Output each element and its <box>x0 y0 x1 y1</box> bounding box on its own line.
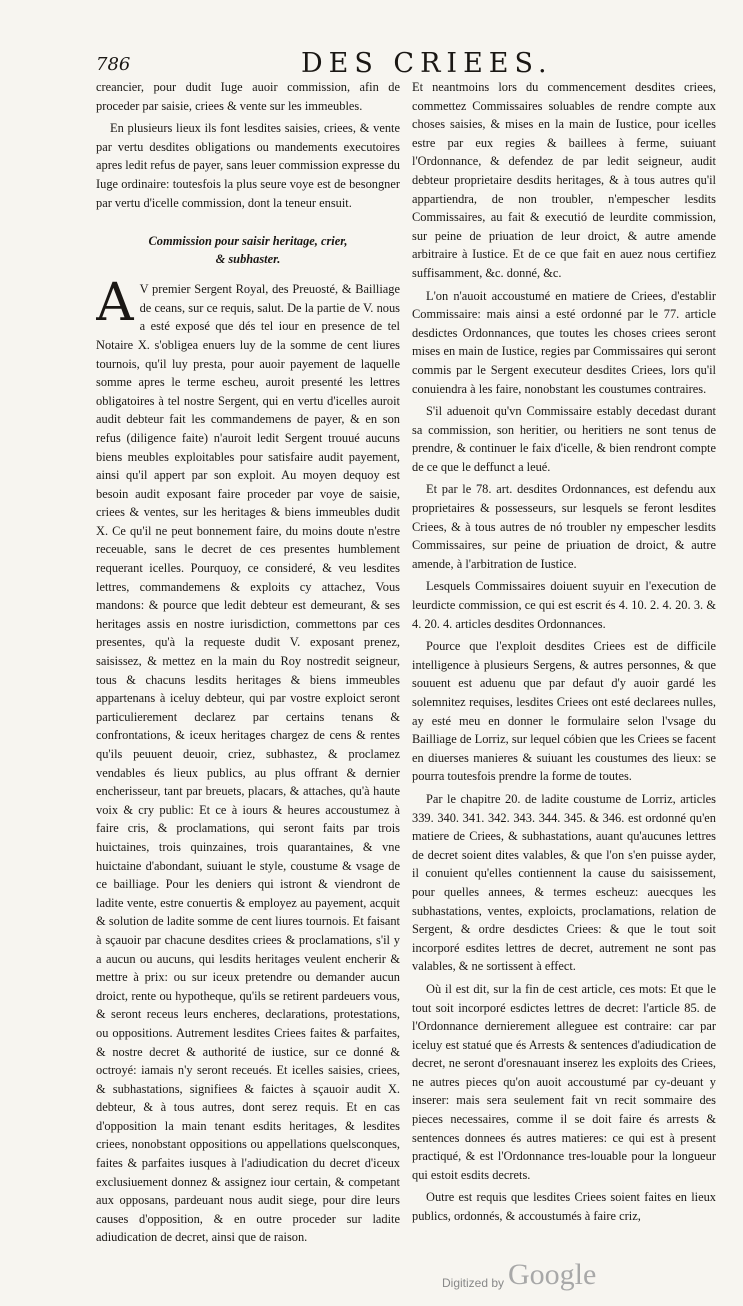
paragraph: creancier, pour dudit Iuge auoir commission, afin de proceder par saisie, criees & vente sur les immeubles. <box>96 80 400 113</box>
paragraph: Par le chapitre 20. de ladite coustume de Lorriz, articles 339. 340. 341. 342. 343. 344. 345. & 346. est ordonné qu'en matiere de Criees, & subhastations, auant qu'aucunes lettres de decret soient dites valables, & que l'on s'en puisse ayder, il conuient qu'elles contiennent la cause du saisissement, pour quelles annees, & termes escheuz: auecques les subhastations, ventes, exploicts, proclamations, relation de Sergent, & ordre desdictes Criees: & que le tout soit incorporé esdites lettres de decret, autrement ne sont pas valables, & ne sortissent à effect. <box>412 791 716 974</box>
paragraph-text: V premier Sergent Royal, des Preuosté, & Bailliage de ceans, sur ce requis, salut. De la partie de V. nous a esté exposé que dés tel iour en presence de tel Notaire X. s'obligea enuers luy de la somme de cent liures tournois, qu'il luy presta, pour auoir payement de laquelle somme apres le terme escheu, auroit presenté les lettres obligatoires à tel nostre Sergent, qui en vertu d'icelles auroit audit debteur fait les commandemens de payer, & en son refus (diligence faite) n'auroit ledit Sergent trouué aucuns biens meubles exploitables pour satisfaire audit payement, ainsi qu'il appert par son exploit. Au moyen dequoy est besoin audit exposant faire proceder par voye de saisie, criees & ventes, sur les heritages & biens immeubles dudit X. Ce qu'il ne peut bonnement faire, du moins doute n'estre receuable, sans le decret de ces presentes humblement requerant icelles. Pourquoy, ce consideré, & veu lesdites lettres, commandemens & exploits cy attachez, Vous mandons: & pource que ledit debteur est demeurant, & ses heritages assis en nostre iurisdiction, commettons par ces presentes, qu'à la requeste dudit V. exposant prenez, saisissez, & mettez en la main du Roy nostredit seigneur, tous & chacuns lesdits heritages & biens immeubles appartenans à iceluy debteur, qui par vostre exploict seront particulierement declarez par certains tenans & confrontations, & iceux heritages chargez de cens & rentes qu'ils peuuent deuoir, criez, subhastez, & proclamez vendables és lieux publics, au plus offrant & dernier encherisseur, tant par breuets, placars, & attaches, qu'à haute voix & cry public: Et ce à iours & heures accoustumez à faire cris, & proclamations, qui seront faits par trois huictaines, trois quinzaines, trois quarantaines, & vne huictaine d'abondant, suiuant le style, coustume & vsage de ce bailliage. Pour les deniers qui istront & viendront de ladite vente, estre conuertis & employez au payement, acquit & solution de ladite somme de cent liures tournois. Et faisant à sçauoir par chacune desdites criees & proclamations, s'il y a aucun ou aucuns, qui lesdits heritages veulent encherir & mettre à prix: ou sur iceux pretendre ou demander aucun droict, rente ou hypotheque, qu'ils se retirent pardeuers vous, & seront receus leurs encheres, declarations, protestations, ou oppositions. Autrement lesdites Criees faites & parfaites, & nostre decret & authorité de iustice, sur ce donné & octroyé: iamais n'y seront receués. Et icelles saisies, criees, & subhastations, signifiees & faictes à sçauoir audit X. debteur, & à tous autres, dont serez requis. Et en cas d'opposition la main tenant esdits heritages, & lesdites criees, nonobstant oppositions ou appellations quelsconques, faites & parfaites iusques à l'adiudication du decret d'iceux exclusiuement donnez & assignez iour certain, & competant aux opposans, pardeuant nous audit siege, pour dire leurs causes d'opposition, & en outre proceder sur ladite adiudication de decret, ainsi que de raison. <box>96 282 400 1245</box>
paragraph: L'on n'auoit accoustumé en matiere de Criees, d'establir Commissaire: mais ainsi a esté ordonné par le 77. article desdictes Ordonnances, que toutes les choses criees seront mises en main de Iustice, regies par Commissaires qui seront commis par le Sergent executeur desdites Criees, lors qu'il conuiendra à les faire, nonobstant les coustumes contraires. <box>412 288 716 396</box>
paragraph: Où il est dit, sur la fin de cest article, ces mots: Et que le tout soit incorporé esdictes lettres de decret: l'article 85. de l'Ordonnance dernierement alleguee est contraire: car par iceluy est statué que és Arrests & sentences d'adiudication de decret, ne seront d'oresnauant inserez les exploits des Criees, ne autres pieces qu'on auoit accoustumé par cy-deuant y inserer: mais sera seulement fait vn recit sommaire des pieces necessaires, comme il se doit faire és arrests & sentences donnees és autres matieres: ce qui est à present practiqué, & est l'Ordonnance tres-louable pour la longueur qui estoit esdits decrets. <box>412 981 716 1182</box>
page-number: 786 <box>96 54 131 75</box>
paragraph: En plusieurs lieux ils font lesdites saisies, criees, & vente par vertu desdites obligations ou mandements executoires apres ledit refus de payer, sans leuer commission expresse du Iuge ordinaire: toutesfois la plus seure voye est de besongner par vertu d'icelle commission, dont la teneur ensuit. <box>96 121 400 210</box>
paragraph: Lesquels Commissaires doiuent suyuir en l'execution de leurdicte commission, ce qui est escrit és 4. 10. 2. 4. 20. 3. & 4. 20. 4. articles desdites Ordonnances. <box>412 579 716 631</box>
right-column <box>412 78 716 1268</box>
paragraph: S'il aduenoit qu'vn Commissaire estably decedast durant sa commission, son heritier, ou heritiers ne sont tenus de prendre, & continuer le faix d'icelle, & bien rendront compte de ce que le deffunct a leué. <box>412 404 716 474</box>
paragraph: Outre est requis que lesdites Criees soient faites en lieux publics, ordonnés, & accoustumés à faire criz, <box>412 1190 716 1224</box>
section-heading-line: Commission pour saisir heritage, crier, <box>148 234 348 249</box>
digitization-watermark <box>442 1258 702 1298</box>
left-column <box>96 78 400 1268</box>
paragraph: Et par le 78. art. desdites Ordonnances, est defendu aux proprietaires & possesseurs, sur lesquels se feront lesdites Criees, & à tous autres de nó troubler ny empescher lesdits Commissaires, sur peine de priuation de droict, & autre amende, à l'arbitration de Iustice. <box>412 482 716 571</box>
running-head: DES CRIEES. <box>301 48 553 79</box>
section-heading-line: & subhaster. <box>215 252 281 267</box>
section-heading <box>96 232 400 268</box>
paragraph: Pource que l'exploit desdites Criees est de difficile intelligence à plusieurs Sergens, & autres personnes, & que souuent est aduenu que par defaut d'y auoir gardé les solemnitez requises, lesdites Criees ont esté declarees nulles, ay esté meu en donner le formulaire selon l'vsage du Bailliage de Lorriz, sur lequel cóbien que les Criees se facent en diuerses manieres & suiuant les coustumes des lieux: se pourra toutesfois prendre la forme de toutes. <box>412 639 716 784</box>
google-logo: Google <box>508 1258 597 1291</box>
digitized-by-text: Digitized by <box>442 1276 505 1290</box>
paragraph: Et neantmoins lors du commencement desdites criees, commettez Commissaires soluables de rendre compte aux choses saisies, & mises en la main de Iustice, pour icelles estre par eux regies & baillees à ferme, suiuant l'Ordonnance, & defendez de par ledit seigneur, audit debteur proprietaire desdits heritages, & à tous autres qu'il appartiendra, de non troubler, n'empescher lesdits Commissaires, au fait & executió de leurdite commission, sur peine de priuation de leur droict, & autre amende arbitraire à Iustice. Et de ce que fait en auez nous certifiez suffisamment, &c. donné, &c. <box>412 80 716 280</box>
drop-cap: A <box>96 273 134 334</box>
paragraph <box>96 273 400 1247</box>
